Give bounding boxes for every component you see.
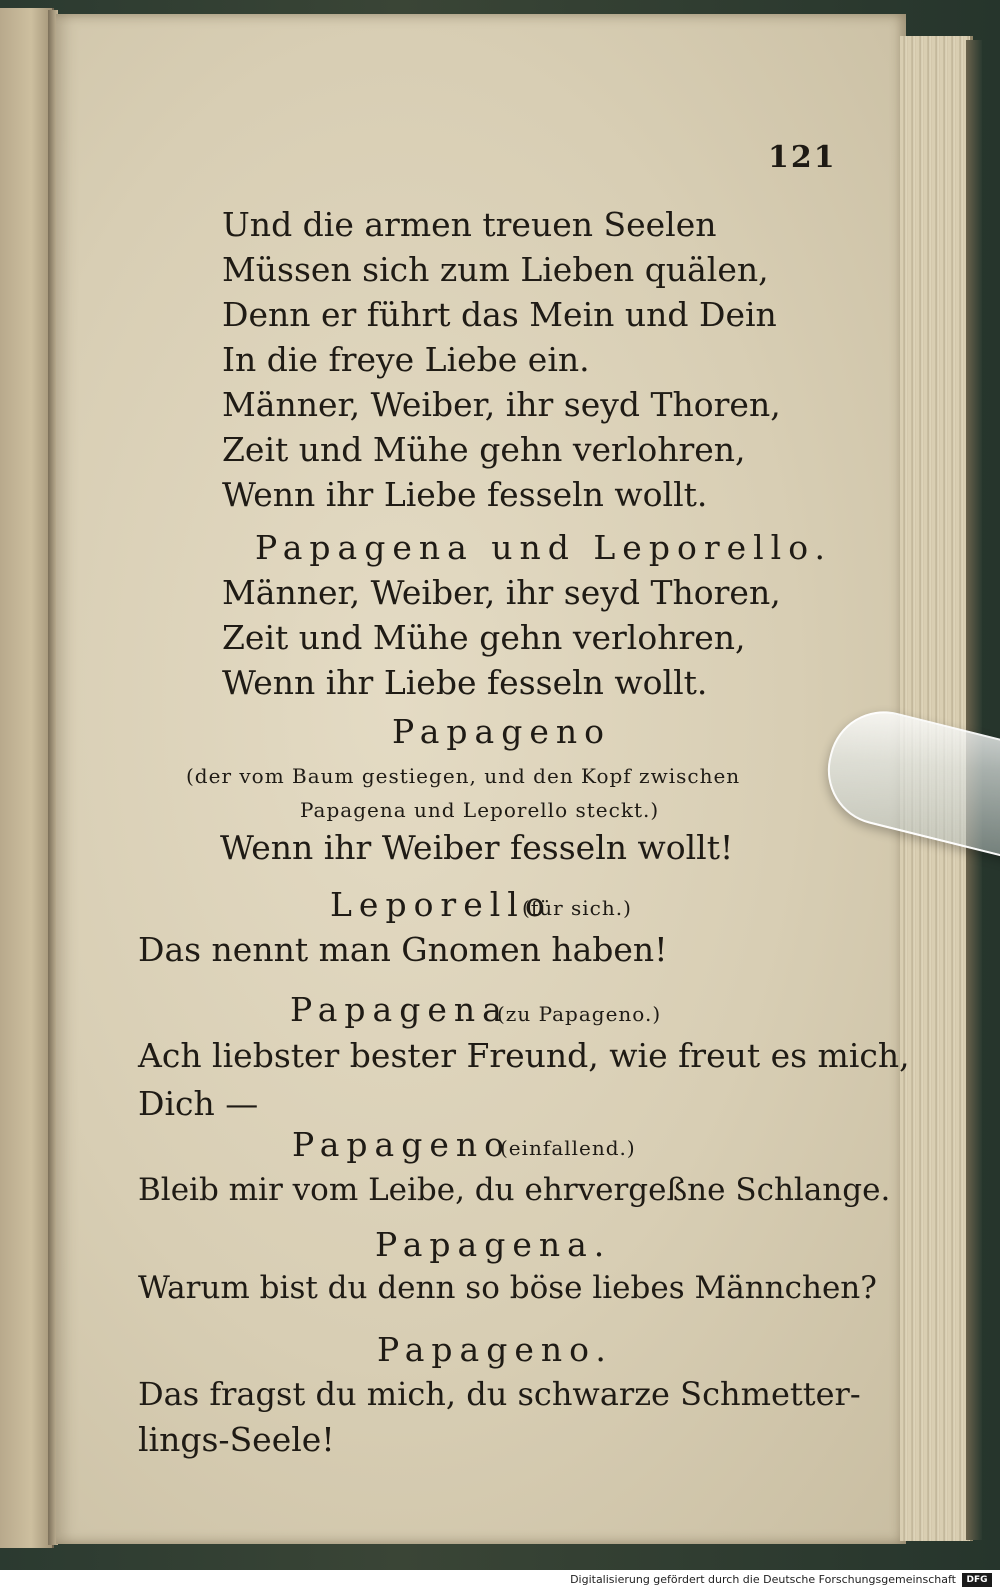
verse-line: Und die armen treuen Seelen [222,205,717,244]
verse-line: Männer, Weiber, ihr seyd Thoren, [222,385,781,424]
footer-bar [0,1570,1000,1591]
stage-direction: Papagena und Leporello steckt.) [300,798,660,822]
dfg-logo-icon: DFG [962,1573,992,1587]
dialogue-line: Dich — [138,1084,259,1123]
dialogue-line: Warum bist du denn so böse liebes Männchen? [138,1270,877,1306]
dialogue-line: Wenn ihr Weiber fesseln wollt! [220,828,734,867]
footer-credit: Digitalisierung gefördert durch die Deutsche Forschungsgemeinschaft [570,1573,956,1586]
stage-direction: (zu Papageno.) [497,1002,662,1026]
speaker-heading: Papageno [392,712,611,751]
speaker-heading: Leporello [330,885,552,924]
verse-line: Männer, Weiber, ihr seyd Thoren, [222,573,781,612]
stage-direction: (einfallend.) [500,1136,636,1160]
dialogue-line: Bleib mir vom Leibe, du ehrvergeßne Schlange. [138,1172,891,1208]
dialogue-line: Das fragst du mich, du schwarze Schmetter- [138,1375,861,1413]
stage-direction: (der vom Baum gestiegen, und den Kopf zwischen [186,764,741,788]
verse-line: Zeit und Mühe gehn verlohren, [222,430,746,469]
dialogue-line: Das nennt man Gnomen haben! [138,930,668,969]
speaker-heading: Papageno [292,1125,511,1164]
verse-line: Zeit und Mühe gehn verlohren, [222,618,746,657]
stage-direction: (für sich.) [522,896,632,920]
verse-line: Wenn ihr Liebe fesseln wollt. [222,663,708,702]
verse-line: In die freye Liebe ein. [222,340,590,379]
previous-page-edge [0,8,54,1548]
dialogue-line: lings-Seele! [138,1420,335,1459]
verse-line: Denn er führt das Mein und Dein [222,295,777,334]
verse-line: Wenn ihr Liebe fesseln wollt. [222,475,708,514]
speaker-heading: Papagena und Leporello. [255,528,833,567]
dialogue-line: Ach liebster bester Freund, wie freut es mich, [138,1036,910,1075]
speaker-heading: Papagena [290,990,509,1029]
speaker-heading: Papageno. [377,1330,613,1369]
verse-line: Müssen sich zum Lieben quälen, [222,250,769,289]
speaker-heading: Papagena. [375,1225,612,1264]
page-number: 121 [768,140,837,175]
